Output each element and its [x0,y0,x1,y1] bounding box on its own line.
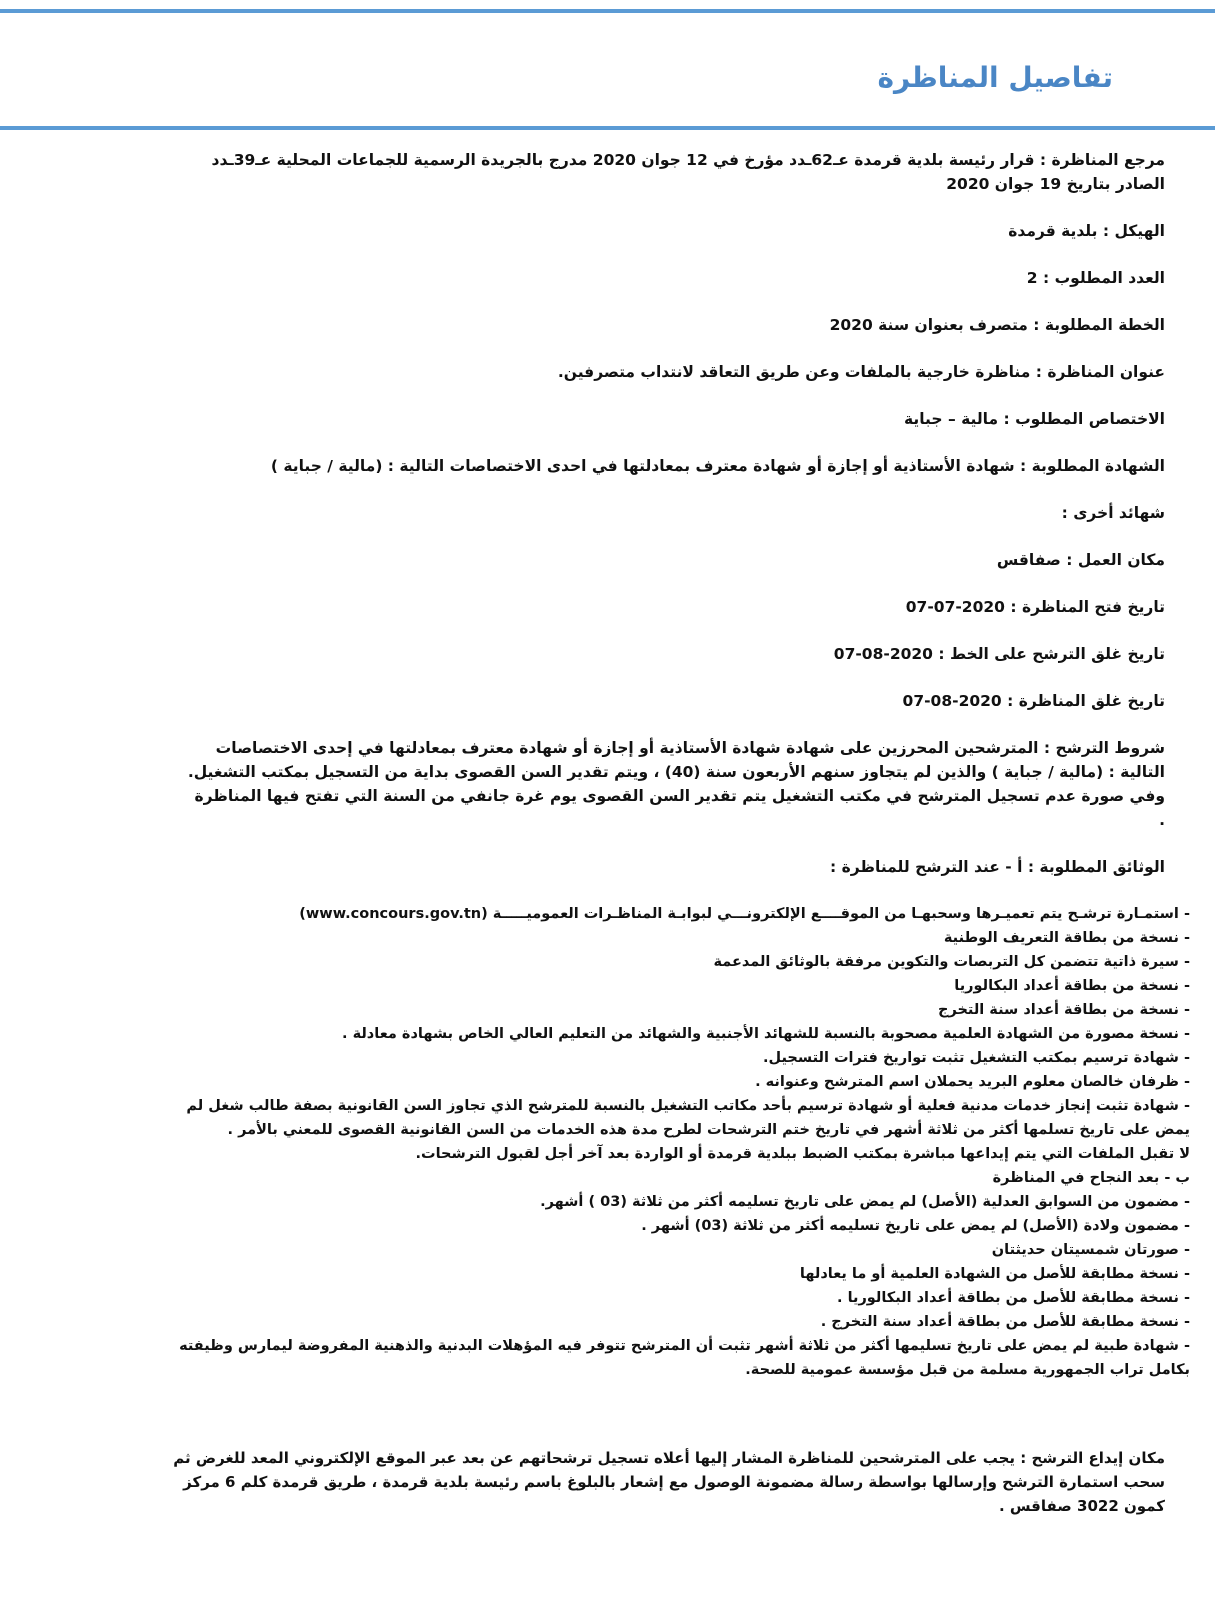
field-label: الاختصاص المطلوب [1015,410,1165,428]
list-item: - شهادة ترسيم بمكتب التشغيل تثبت تواريخ فترات التسجيل. [763,1050,1190,1066]
field-value: شهادة الأستاذية أو إجازة أو شهادة معترف بمعادلتها في احدى الاختصاصات التالية : (مالية / جباية ) [270,457,1015,475]
field-label: تاريخ فتح المناظرة [1021,598,1165,616]
field-label: عنوان المناظرة [1047,363,1165,381]
field-position: الخطة المطلوبة : متصرف بعنوان سنة 2020 [829,316,1165,334]
field-value: صفاقس [996,551,1061,569]
list-item: - نسخة مصورة من الشهادة العلمية مصحوبة بالنسبة للشهائد الأجنبية والشهائد من التعليم العالي الخاص بشهادة معادلة . [342,1026,1190,1042]
field-competition-title: عنوان المناظرة : مناظرة خارجية بالملفات وعن طريق التعاقد لانتداب متصرفين. [557,363,1165,381]
field-value: 2 [1026,269,1038,287]
list-item: - نسخة من بطاقة أعداد البكالوريا [954,978,1190,994]
field-value: قرار رئيسة بلدية قرمدة عـ62ـدد مؤرخ في 12 جوان 2020 مدرج بالجريدة الرسمية للجماعات المحلية عـ39ـدد الصادر بتاريخ 19 جوان 2020 [211,151,1165,193]
field-structure: الهيكل : بلدية قرمدة [1008,222,1165,240]
field-label: مرجع المناظرة [1051,151,1165,169]
filing-note: لا تقبل الملفات التي يتم إيداعها مباشرة بمكتب الضبط ببلدية قرمدة أو الواردة بعد آخر أجل لقبول الترشحات. [415,1146,1190,1162]
field-label: الخطة المطلوبة [1044,316,1165,334]
after-success-heading: ب - بعد النجاح في المناظرة [992,1170,1190,1186]
required-documents-heading: الوثائق المطلوبة : أ - عند الترشح للمناظرة : [830,858,1165,876]
field-label: الهيكل [1114,222,1165,240]
field-value: مالية – جباية [904,410,999,428]
field-label: العدد المطلوب [1054,269,1165,287]
field-value: بلدية قرمدة [1008,222,1098,240]
list-item: - استمـارة ترشـح يتم تعميـرها وسحبهـا من الموقــــع الإلكترونـــي لبوابـة المناظـرات العموميـــــة (www.concours.gov.tn) [299,906,1190,922]
field-value: 2020-08-07 [902,692,1002,710]
list-item: - نسخة من بطاقة أعداد سنة التخرج [938,1002,1190,1018]
list-item: - شهادة تثبت إنجاز خدمات مدنية فعلية أو شهادة ترسيم بأحد مكاتب التشغيل بالنسبة للمترشح الذي تجاوز السن القانونية بصفة طالب شغل لم يمض على تاريخ تسلمها أكثر من ثلاثة أشهر في تاريخ ختم الترشحات لطرح مدة هذه الخدمات من السن القانونية القصوى للمعني بالأمر . [186,1098,1190,1138]
field-required-number: العدد المطلوب : 2 [1026,269,1165,287]
list-item: - سيرة ذاتية تتضمن كل التربصات والتكوين مرفقة بالوثائق المدعمة [713,954,1190,970]
field-open-date: تاريخ فتح المناظرة : 2020-07-07 [905,598,1165,616]
list-item: - ظرفان خالصان معلوم البريد يحملان اسم المترشح وعنوانه . [755,1074,1190,1090]
field-other-certificates: شهائد أخرى : [1061,504,1165,522]
page-title: تفاصيل المناظرة [877,61,1113,94]
conditions-text: المترشحين المحرزين على شهادة شهادة الأستاذية أو إجازة أو شهادة معترف بمعادلتها في إحدى الاختصاصات التالية : (مالية / جباية ) والذين لم يتجاوز سنهم الأربعون سنة (40) ، ويتم تقدير السن القصوى بداية من التسجيل بمكتب التشغيل. وفي صورة عدم تسجيل المترشح في مكتب التشغيل يتم تقدير السن القصوى يوم غرة جانفي من السنة التي تفتح فيها المناظرة . [187,739,1165,829]
field-label: مكان العمل [1077,551,1165,569]
field-value: متصرف بعنوان سنة 2020 [829,316,1028,334]
documents-intro: أ - عند الترشح للمناظرة : [830,858,1023,876]
list-item: - نسخة مطابقة للأصل من بطاقة أعداد البكالوريا . [837,1290,1190,1306]
field-specialty: الاختصاص المطلوب : مالية – جباية [904,410,1165,428]
field-label: الشهادة المطلوبة [1031,457,1165,475]
list-item: - صورتان شمسيتان حديثتان [991,1242,1190,1258]
field-degree: الشهادة المطلوبة : شهادة الأستاذية أو إجازة أو شهادة معترف بمعادلتها في احدى الاختصاصات التالية : (مالية / جباية ) [270,457,1165,475]
field-close-date: تاريخ غلق المناظرة : 2020-08-07 [902,692,1165,710]
documents-label: الوثائق المطلوبة [1039,858,1165,876]
title-divider [0,126,1215,130]
field-work-place: مكان العمل : صفاقس [996,551,1165,569]
list-item: - نسخة مطابقة للأصل من الشهادة العلمية أو ما يعادلها [799,1266,1190,1282]
field-label: شهائد أخرى [1073,504,1165,522]
deposit-location: مكان إيداع الترشح : يجب على المترشحين للمناظرة المشار إليها أعلاه تسجيل ترشحاتهم عن بعد عبر الموقع الإلكتروني المعد للغرض ثم سحب استمارة الترشح وإرسالها بواسطة رسالة مضمونة الوصول مع إشعار بالبلوغ باسم رئيسة بلدية قرمدة ، طريق قرمدة كلم 6 مركز كمون 3022 صفاقس . [173,1449,1165,1515]
field-reference: مرجع المناظرة : قرار رئيسة بلدية قرمدة عـ62ـدد مؤرخ في 12 جوان 2020 مدرج بالجريدة الرسمية للجماعات المحلية عـ39ـدد الصادر بتاريخ 19 جوان 2020 [211,151,1165,193]
field-value: مناظرة خارجية بالملفات وعن طريق التعاقد لانتداب متصرفين. [557,363,1031,381]
field-online-close-date: تاريخ غلق الترشح على الخط : 2020-08-07 [833,645,1165,663]
competition-details [185,148,1165,902]
top-divider [0,9,1215,13]
list-item: - نسخة مطابقة للأصل من بطاقة أعداد سنة التخرج . [820,1314,1190,1330]
documents-list [160,902,1190,1382]
list-item: - شهادة طبية لم يمض على تاريخ تسليمها أكثر من ثلاثة أشهر تثبت أن المترشح تتوفر فيه المؤهلات البدنية والذهنية المفروضة ليمارس وظيفته بكامل تراب الجمهورية مسلمة من قبل مؤسسة عمومية للصحة. [179,1338,1190,1378]
field-value: 2020-07-07 [905,598,1005,616]
field-label: تاريخ غلق الترشح على الخط [949,645,1165,663]
deposit-label: مكان إيداع الترشح [1031,1449,1165,1467]
candidacy-conditions: شروط الترشح : المترشحين المحرزين على شهادة شهادة الأستاذية أو إجازة أو شهادة معترف بمعادلتها في إحدى الاختصاصات التالية : (مالية / جباية ) والذين لم يتجاوز سنهم الأربعون سنة (40) ، ويتم تقدير السن القصوى بداية من التسجيل بمكتب التشغيل. وفي صورة عدم تسجيل المترشح في مكتب التشغيل يتم تقدير السن القصوى يوم غرة جانفي من السنة التي تفتح فيها المناظرة . [187,739,1165,829]
list-item: - مضمون من السوابق العدلية (الأصل) لم يمض على تاريخ تسليمه أكثر من ثلاثة (03 ) أشهر. [540,1194,1190,1210]
field-value: 2020-08-07 [833,645,933,663]
conditions-label: شروط الترشح [1055,739,1165,757]
list-item: - نسخة من بطاقة التعريف الوطنية [943,930,1190,946]
list-item: - مضمون ولادة (الأصل) لم يمض على تاريخ تسليمه أكثر من ثلاثة (03) أشهر . [641,1218,1190,1234]
field-label: تاريخ غلق المناظرة [1018,692,1165,710]
deposit-text: يجب على المترشحين للمناظرة المشار إليها أعلاه تسجيل ترشحاتهم عن بعد عبر الموقع الإلكتروني المعد للغرض ثم سحب استمارة الترشح وإرسالها بواسطة رسالة مضمونة الوصول مع إشعار بالبلوغ باسم رئيسة بلدية قرمدة ، طريق قرمدة كلم 6 مركز كمون 3022 صفاقس . [173,1449,1165,1515]
